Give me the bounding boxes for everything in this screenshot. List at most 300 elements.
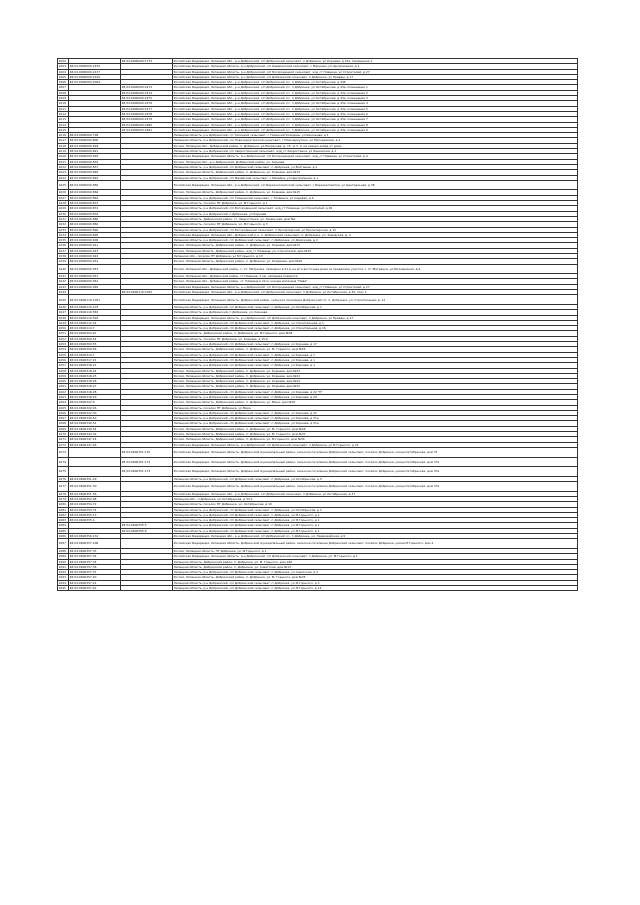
land-cadastral-number-cell: 48:04:0600347:26	[69, 442, 121, 447]
table-row	[58, 295, 578, 305]
row-number-cell: 1004	[58, 69, 69, 74]
address-cell: Липецкая область, р-н Добринский, с/п Добринский сельсовет, п Добринка, ул М.Горького, д 1	[173, 523, 578, 528]
address-cell: Россия, Липецкая область, Добринский район, п. Добринка, ул. Корнева, дом №22	[173, 384, 578, 389]
row-number-cell: 1073	[58, 447, 69, 457]
address-cell: Липецкая область, р-н Добринский, с/п Добринский сельсовет, п Добринка, ул Корнева, д 22 "П"	[173, 389, 578, 394]
address-cell: Липецкая обл., п Добринка, ул Октябрьская, д 33 а	[173, 496, 578, 501]
land-cadastral-number-cell: 48:04:0600357:33	[69, 548, 121, 553]
row-number-cell: 1010	[58, 101, 69, 106]
land-cadastral-number-cell: 48:04:0000000:2150	[69, 74, 121, 79]
address-cell: Липецкая область, р-н Добринский, с/п Добринский сельсовет, п Добринка, ул Октябрьская, д 1	[173, 304, 578, 309]
land-cadastral-number-cell: 48:04:0600110:583	[69, 310, 121, 315]
row-number-cell: 1095	[58, 585, 69, 590]
building-cadastral-number-cell: 48:04:0000000:2481	[121, 127, 173, 132]
row-number-cell: 1085	[58, 528, 69, 533]
land-cadastral-number-cell: 48:04:0600340:50	[69, 416, 121, 421]
row-number-cell: 1057	[58, 363, 69, 368]
row-number-cell: 1024	[58, 175, 69, 180]
row-number-cell: 1080	[58, 502, 69, 507]
land-cadastral-number-cell: 48:04:0600318:21	[69, 363, 121, 368]
row-number-cell: 1009	[58, 96, 69, 101]
row-number-cell: 1014	[58, 122, 69, 127]
land-cadastral-number-cell: 48:04:0600354:74	[69, 507, 121, 512]
row-number-cell: 1031	[58, 216, 69, 221]
row-number-cell: 1052	[58, 336, 69, 341]
land-cadastral-number-cell: 48:04:0600357:40	[69, 575, 121, 580]
address-cell: Россия, Липецкая область, Добринский район, п. Добринка, ул. Мира, дом №30	[173, 400, 578, 405]
table-row	[58, 180, 578, 190]
address-cell: Липецкая область, р-н Добринский, с/п Добринский сельсовет, п Добринка, ул Корнева, д 17	[173, 342, 578, 347]
land-cadastral-number-cell: 48:04:0000000:2364	[69, 80, 121, 85]
row-number-cell: 1091	[58, 564, 69, 569]
row-number-cell: 1090	[58, 559, 69, 564]
land-cadastral-number-cell: 48:04:0000000:1876	[69, 64, 121, 69]
address-cell: Россия, Липецкая обл., р-н Добринский, Добринский район, ул. Корнева	[173, 159, 578, 164]
row-number-cell: 1046	[58, 304, 69, 309]
address-cell: Россия, Липецкая область, Добринский район, п. Добринка, ул. Корнева, дом №15	[173, 190, 578, 195]
building-cadastral-number-cell: 48:04:0000000:2474	[121, 90, 173, 95]
land-cadastral-number-cell: 48:04:0600357:35	[69, 559, 121, 564]
land-cadastral-number-cell: 48:04:0000000:872	[69, 201, 121, 206]
land-cadastral-number-cell: 48:04:0600114:7	[69, 326, 121, 331]
address-cell: Липецкая область, р-н Добринский, с/п Добринский сельсовет, п Добринка, ул Октябрьская, д 5	[173, 476, 578, 481]
address-cell: Россия, Липецкая область, Добринский район, п. Добринка, ул. Корнева, дом №22	[173, 379, 578, 384]
land-cadastral-number-cell: 48:04:0600351:29	[69, 476, 121, 481]
land-cadastral-number-cell: 48:04:0600351:30	[69, 482, 121, 492]
row-number-cell: 1027	[58, 195, 69, 200]
land-cadastral-number-cell: 48:04:0600356:132	[69, 534, 121, 539]
row-number-cell: 1092	[58, 570, 69, 575]
building-cadastral-number-cell	[121, 295, 173, 305]
address-cell: Российская Федерация, Липецкая область, р-н Добринский, с/п Добринский сельсовет, п Добринка, ул Правды, д 17	[173, 74, 578, 79]
row-number-cell: 1074	[58, 457, 69, 467]
row-number-cell: 1028	[58, 201, 69, 206]
row-number-cell: 1042	[58, 279, 69, 284]
land-cadastral-number-cell: 48:04:0000000:890	[69, 227, 121, 232]
address-cell: Липецкая область, поселок ПТ Добринка, ул. М.Горького, д 1	[173, 201, 578, 206]
land-cadastral-number-cell: 48:04:0000000:818	[69, 143, 121, 148]
row-number-cell: 1003	[58, 64, 69, 69]
land-cadastral-number-cell: 48:04:0600357:41	[69, 580, 121, 585]
address-cell: Российская Федерация, Липецкая область, р-н Добринский, с/п Добринский сельсовет, п Добринка, ул. М.Горького, д 1	[173, 554, 578, 559]
land-cadastral-number-cell: 48:04:0600309:54	[69, 336, 121, 341]
address-cell: Липецкая область, р-н Добринский, п Добринка, ул Корнева	[173, 211, 578, 216]
land-cadastral-number-cell: 48:04:0000000:899	[69, 232, 121, 237]
address-cell: Российская Федерация, Липецкая обл., р-н Добринский, с/п Добринский сельсовет, п Добринка, ул Корнева, д 15а, помещение 1	[173, 59, 578, 64]
address-cell: Российская Федерация, Липецкая область, Добринский муниципальный район, сельское поселение Добринский сельсовет, поселок Добринка, улица М.Горького, дом 2	[173, 539, 578, 549]
row-number-cell: 1029	[58, 206, 69, 211]
row-number-cell: 1048	[58, 315, 69, 320]
land-cadastral-number-cell: 48:04:0600357:108	[69, 539, 121, 549]
address-cell: Российская Федерация, Липецкая обл., р-н Добринский, с/п Добринский сельсовет, п Добринка, ул Октябрьская, д 37	[173, 491, 578, 496]
row-number-cell: 1078	[58, 491, 69, 496]
land-cadastral-number-cell: 48:04:0600357:37	[69, 570, 121, 575]
address-cell: Россия, Липецкая обл., Добринский район, с. Ст. Матренка, примерно в 51 м на юго-восточнее дома за пределами участка, с. Ст.Матренка, ул.Молодежная, д.6	[173, 264, 578, 274]
row-number-cell: 1060	[58, 379, 69, 384]
land-cadastral-number-cell: 48:04:0000000:2137	[69, 69, 121, 74]
building-cadastral-number-cell: 48:04:0600351:173	[121, 467, 173, 477]
land-cadastral-number-cell: 48:04:0000000:821	[69, 149, 121, 154]
address-cell: Липецкая область, р-н Добринский, с/п Богородицкий сельсовет, п Пролетарский, ул Пролетарская, д 15	[173, 227, 578, 232]
land-cadastral-number-cell: 48:04:0600340:51	[69, 421, 121, 426]
row-number-cell: 1005	[58, 74, 69, 79]
row-number-cell: 1035	[58, 238, 69, 243]
row-number-cell: 1059	[58, 373, 69, 378]
land-cadastral-number-cell: 48:04:0600357:34	[69, 554, 121, 559]
land-cadastral-number-cell: 48:04:0000000:911	[69, 243, 121, 248]
table-row	[58, 457, 578, 467]
land-cadastral-number-cell: 48:04:0600355:4	[69, 518, 121, 523]
land-cadastral-number-cell: 48:04:0600340:54	[69, 426, 121, 431]
address-cell: Российская Федерация, Липецкая область, р-н Добринский, с/п Каверинский сельсовет, с Малинки, ул Центральная, д 1	[173, 64, 578, 69]
land-cadastral-number-cell: 48:04:0600304:67	[69, 331, 121, 336]
land-cadastral-number-cell: 48:04:0000000:864	[69, 195, 121, 200]
address-cell: Липецкая обл., поселок ПТ Добринка, ул М.Горького, д 13	[173, 253, 578, 258]
row-number-cell: 1021	[58, 159, 69, 164]
row-number-cell: 1016	[58, 133, 69, 138]
row-number-cell: 1088	[58, 548, 69, 553]
row-number-cell: 1017	[58, 138, 69, 143]
address-cell: Россия, Липецкая область, ПТ Добринка, ул. М.Горького, д 1	[173, 548, 578, 553]
address-cell: Липецкая область, поселок ПТ Добринка, ул Мира	[173, 405, 578, 410]
land-cadastral-number-cell: 48:04:0000000:882	[69, 222, 121, 227]
land-cadastral-number-cell	[69, 447, 121, 457]
row-number-cell: 1020	[58, 154, 69, 159]
row-number-cell: 1081	[58, 507, 69, 512]
register-table-body	[58, 59, 578, 591]
land-cadastral-number-cell: 48:04:0000000:906	[69, 238, 121, 243]
land-cadastral-number-cell: 48:04:0600322:9	[69, 400, 121, 405]
row-number-cell: 1079	[58, 496, 69, 501]
row-number-cell: 1053	[58, 342, 69, 347]
address-cell: Липецкая область, р-н Добринский, с/п Хворостянский сельсовет, ж/д_ст Хворостянка, ул Ленинская, д 1	[173, 149, 578, 154]
address-cell: Липецкая область, р-н Добринский, с/п Добринский сельсовет, п Добринка, ул Корнева, д 1	[173, 363, 578, 368]
address-cell: Липецкая область, р-н Добринский, с/п Добринский сельсовет, п Добринка, ул Строительная, д 1	[173, 320, 578, 325]
address-cell: Россия, Липецкая область, Добринский район, п. Добринка, ул. Корнева, дом №15	[173, 170, 578, 175]
address-cell: Российская Федерация, Липецкая область, р-н Добринский, с/п Добринский сельсовет, п Добринка, ул Правды, д 17	[173, 315, 578, 320]
row-number-cell: 1094	[58, 580, 69, 585]
land-cadastral-number-cell: 48:04:0000000:924	[69, 253, 121, 258]
land-cadastral-number-cell: 48:04:0600357:36	[69, 564, 121, 569]
address-cell: Россия, Липецкая обл., Добринский район, ст.Плавица, 3 км. западнее поворота	[173, 274, 578, 279]
land-cadastral-number-cell: 48:04:0600344:32	[69, 432, 121, 437]
land-cadastral-number-cell: 48:04:0600322:26	[69, 405, 121, 410]
land-cadastral-number-cell: 48:04:0600351:56	[69, 491, 121, 496]
address-cell: Российская Федерация, Липецкая область, Добринский муниципальный район, сельское поселение Добринский сельсовет, поселок Добринка, улица Октябрьская, дом 37а	[173, 457, 578, 467]
address-cell: Липецкая область, р-н Добринский, с/п Добринский сельсовет, п Добринка, ул Октябрьская, д 1	[173, 507, 578, 512]
address-cell: Липецкая область, р-н Добринский, с/п Добринский сельсовет, п Добринка, ул Корнева, д 1	[173, 352, 578, 357]
land-cadastral-number-cell: 48:04:0000000:913	[69, 248, 121, 253]
building-cadastral-number-cell	[121, 180, 173, 190]
row-number-cell: 1032	[58, 222, 69, 227]
address-cell: Российская Федерация, Липецкая область, Добринский район, сельское поселение Добринский с/с, п. Добринка, ул. Строительная, д. 12	[173, 295, 578, 305]
row-number-cell: 1066	[58, 410, 69, 415]
address-cell: Российская Федерация, Липецкая область, р-н Добринский, с/п Богородицкий сельсовет, ж/д_ст Плавица, ул Строителей, д 4	[173, 154, 578, 159]
address-cell: Липецкая область, р-н Добринский, с/с Талицкий сельсовет, с Талицкий Колодезь, ул Школьная, д 1	[173, 133, 578, 138]
building-cadastral-number-cell: 48:04:0000000:2475	[121, 96, 173, 101]
row-number-cell: 1044	[58, 290, 69, 295]
land-cadastral-number-cell: 48:04:0000000:860	[69, 190, 121, 195]
row-number-cell: 1033	[58, 227, 69, 232]
land-cadastral-number-cell	[69, 457, 121, 467]
address-cell: Липецкая область, р-н Добринский, с/п Богородицкий сельсовет, ж/д_ст Плавица, ул Строителей, д 26	[173, 206, 578, 211]
land-cadastral-number-cell: 48:04:0000000:856	[69, 180, 121, 190]
address-cell: Российская Федерация, Липецкая обл., р-н Добринский, с/п Добринский с/с, п Добринка, ул Октябрьская, д 43а, помещение 7	[173, 117, 578, 122]
row-number-cell: 1087	[58, 539, 69, 549]
address-cell: Липецкая область, р-н Добринский, с/п Новочеркутинский сельсовет, с Новочеркутино, ул Молодежная, д 4	[173, 138, 578, 143]
address-cell: Россия, Липецкая область, Добринский район, п. Добринка, ул. М. Горького, дом №35	[173, 575, 578, 580]
row-number-cell: 1089	[58, 554, 69, 559]
address-cell: Российская Федерация, Липецкая область, Добринский муниципальный район, сельское поселение Добринский сельсовет, поселок Добринка, улица Октябрьская, дом 37а	[173, 482, 578, 492]
building-cadastral-number-cell: 48:04:0000000:2480	[121, 122, 173, 127]
row-number-cell: 1011	[58, 106, 69, 111]
land-cadastral-number-cell	[69, 467, 121, 477]
address-cell: Липецкая область, Добринский район, п. Добринка, ул. М. Горького, дом 16б	[173, 559, 578, 564]
building-cadastral-number-cell: 48:04:0600110:1025	[121, 290, 173, 295]
address-cell: Российская Федерация, Липецкая область, Добринский муниципальный район, сельское поселение Добринский сельсовет, поселок Добринка, улица Октябрьская, дом 37а	[173, 467, 578, 477]
address-cell: Липецкая область, р-н Добринский, с/п Добринский сельсовет, п Добринка, ул М.Горького, д 1	[173, 512, 578, 517]
land-cadastral-number-cell: 48:04:0600318:25	[69, 373, 121, 378]
address-cell: Липецкая область, р-н Добринский, с/п Добринский сельсовет, п Добринка, ул Корнева, д 1	[173, 357, 578, 362]
address-cell: Липецкая область, р-н Добринский, с/п Добринский сельсовет, п Добринка, ул М.Горького, д 13	[173, 585, 578, 590]
row-number-cell: 1069	[58, 426, 69, 431]
land-cadastral-number-cell: 48:04:0600322:30	[69, 410, 121, 415]
row-number-cell: 1015	[58, 127, 69, 132]
address-cell: Липецкая область, поселок ПТ Добринка, ул. Октябрьская, д 1б	[173, 502, 578, 507]
address-cell: Липецкая область, Добринский район, ст. Хворостянка, ул. Ленинская, дом №1	[173, 216, 578, 221]
land-cadastral-number-cell: 48:04:0600309:55	[69, 342, 121, 347]
address-cell: Россия, Липецкая область, Добринский район, п. Добринка, ул. М.Горького, дом №34	[173, 437, 578, 442]
land-cadastral-number-cell: 48:04:0600318:27	[69, 384, 121, 389]
row-number-cell: 1019	[58, 149, 69, 154]
land-cadastral-number-cell: 48:04:0600354:72	[69, 502, 121, 507]
address-cell: Липецкая область, поселок ПТ Добринка, ул. М.Горького, д 3	[173, 222, 578, 227]
address-cell: Российская Федерация, Липецкая область, Добринский муниципальный район, сельское поселение Добринский сельсовет, поселок Добринка, улица Октябрьская, дом 37	[173, 447, 578, 457]
address-cell: Российская Федерация, Липецкая обл., р-н Добринский, с/п Добринский с/с, п Добринка, ул Октябрьская, д 43а, помещение 2	[173, 90, 578, 95]
land-cadastral-number-cell: 48:04:0000000:874	[69, 206, 121, 211]
land-cadastral-number-cell: 48:04:0000000:798	[69, 133, 121, 138]
row-number-cell: 1064	[58, 400, 69, 405]
row-number-cell: 1072	[58, 442, 69, 447]
address-cell: Липецкая область, р-н Добринский, с/п Добринский сельсовет, п Добринка, ул Корнева, д 29	[173, 395, 578, 400]
land-cadastral-number-cell: 48:04:0600318:24	[69, 368, 121, 373]
land-cadastral-number-cell: 48:04:0000000:800	[69, 138, 121, 143]
building-cadastral-number-cell	[121, 482, 173, 492]
address-cell: Липецкая область, р-н Добринский, с/п Мазейский сельсовет, с Мазейка, ул Центральная, д 1	[173, 175, 578, 180]
land-cadastral-number-cell: 48:04:0000000:837	[69, 164, 121, 169]
row-number-cell: 1075	[58, 467, 69, 477]
address-cell: Российская Федерация, Липецкая обл., р-н Добринский, с/п Добринский с/с, п Добринка, ул. Первомайская, д 5	[173, 534, 578, 539]
address-cell: Российская Федерация, Липецкая обл., р-н Добринский, с/п Добринский с/с, п Добринка, ул Октябрьская, д 43а, помещение 5	[173, 106, 578, 111]
address-cell: Российская Федерация, Липецкая обл., р-н Добринский, с/п Добринский с/с, п Добринка, ул Октябрьская, д 43а, помещение 6	[173, 111, 578, 116]
land-cadastral-number-cell: 48:04:0600318:29	[69, 395, 121, 400]
building-cadastral-number-cell: 48:04:0600351:170	[121, 447, 173, 457]
row-number-cell: 1039	[58, 259, 69, 264]
row-number-cell: 1041	[58, 274, 69, 279]
address-cell: Липецкая область, р-н Добринский, с/п Добринский сельсовет, п Добринка, ул М.Горького, д 1	[173, 528, 578, 533]
row-number-cell: 1047	[58, 310, 69, 315]
land-cadastral-number-cell: 48:04:0600110:103	[69, 304, 121, 309]
row-number-cell: 1058	[58, 368, 69, 373]
row-number-cell: 1045	[58, 295, 69, 305]
address-cell: Липецкая область, Добринский район, п. Добринка, ул. М.Горького, дом №34	[173, 331, 578, 336]
land-cadastral-number-cell: 48:04:0600309:56	[69, 347, 121, 352]
land-cadastral-number-cell: 48:04:0000000:846	[69, 170, 121, 175]
table-row	[58, 585, 578, 590]
land-cadastral-number-cell: 48:04:0000000:832	[69, 159, 121, 164]
address-cell: Россия, Липецкая область, Добринский район, п. Добринка, ул. М. Горького, дом №37	[173, 432, 578, 437]
address-cell: Липецкая область, р-н Добринский, с/п Добринский сельсовет, п Добринка, ул Советская, д 4	[173, 570, 578, 575]
address-cell: Российская Федерация, Липецкая обл., р-н Добринский, с/п Добринский с/с, п Добринка, ул Октябрьская, д 43а, помещение 3	[173, 96, 578, 101]
address-cell: Российская Федерация, Липецкая область, р-н Добринский, с/п Добринский сельсовет, п Добринка, ул М Горького, д 21	[173, 442, 578, 447]
address-cell: Липецкая область, р-н Добринский, с/п Добринский сельсовет, п Добринка, ул Дорожная, д 2	[173, 238, 578, 243]
building-cadastral-number-cell	[121, 264, 173, 274]
address-cell: Российская Федерация, Липецкая обл., р-н Добринский, с/п Добринский с/с, п Добринка, ул Октябрьская, д 43б	[173, 80, 578, 85]
address-cell: Российская Федерация, Липецкая обл., р-н Добринский, с/п Добринский с/с, п Добринка, ул Октябрьская, д 43а, помещение 8	[173, 122, 578, 127]
land-cadastral-number-cell: 48:04:0000000:849	[69, 175, 121, 180]
address-cell: Российская Федерация, Липецкая обл., р-н Добринский, с/п Березнеговатский сельсовет, с Березнеговатка, ул Центральная, д 38	[173, 180, 578, 190]
land-cadastral-number-cell: 48:04:0600110:1051	[69, 295, 121, 305]
row-number-cell: 1018	[58, 143, 69, 148]
address-cell: Липецкая область, р-н Добринский, с/п Добринский сельсовет, п Добринка, ул М.Горького, д 3	[173, 580, 578, 585]
building-cadastral-number-cell	[121, 585, 173, 590]
address-cell: Россия, Липецкая обл., Добринский район, ст. Плавица в 22 м. южнее магазина "Нива"	[173, 279, 578, 284]
address-cell: Россия, Липецкая область, Добринский район, п. Добринка, ул. Комарова, дом №1б	[173, 259, 578, 264]
row-number-cell: 1008	[58, 90, 69, 95]
row-number-cell: 1006	[58, 80, 69, 85]
address-cell: Россия, Липецкая область, Добринский район, п. Добринка, ул. Корнева, дом №15	[173, 243, 578, 248]
row-number-cell: 1062	[58, 389, 69, 394]
row-number-cell: 1077	[58, 482, 69, 492]
address-cell: Российская Федерация, Липецкая обл., Добринский р-н, п. Добринский сельсовет, п. Добринка, ул. Заводская, д. 4	[173, 232, 578, 237]
land-cadastral-number-cell: 48:04:0600310:7	[69, 352, 121, 357]
table-row	[58, 467, 578, 477]
address-cell: Россия, Липецкая область, Добринский район, ж/д_ст Плавица, ул. Строителей, дом №25	[173, 248, 578, 253]
row-number-cell: 1025	[58, 180, 69, 190]
address-cell: Российская Федерация, Липецкая обл., р-н Добринский, с/п Добринский с/с, п Добринка, ул Октябрьская, д 43а, помещение 1	[173, 85, 578, 90]
address-cell: Липецкая область, р-н Добринский, с/п Добринский сельсовет, п Добринка, ул Корнева, д 21а	[173, 421, 578, 426]
row-number-cell: 1007	[58, 85, 69, 90]
land-cadastral-number-cell: 48:04:0000000:965	[69, 284, 121, 289]
row-number-cell: 1050	[58, 326, 69, 331]
row-number-cell: 1067	[58, 416, 69, 421]
land-cadastral-number-cell: 48:04:0600352:98	[69, 496, 121, 501]
land-cadastral-number-cell: 48:04:0600318:28	[69, 389, 121, 394]
address-cell: Липецкая область, р-н Добринский, с/п Добринский сельсовет, п Добринка, ул Строительная, д 16	[173, 326, 578, 331]
row-number-cell: 1013	[58, 117, 69, 122]
row-number-cell: 1093	[58, 575, 69, 580]
row-number-cell: 1071	[58, 437, 69, 442]
row-number-cell: 1070	[58, 432, 69, 437]
row-number-cell: 1082	[58, 512, 69, 517]
register-sheet	[57, 58, 577, 591]
row-number-cell: 1061	[58, 384, 69, 389]
land-cadastral-number-cell: 48:04:0600110:592	[69, 315, 121, 320]
row-number-cell: 1065	[58, 405, 69, 410]
row-number-cell: 1043	[58, 284, 69, 289]
row-number-cell: 1022	[58, 164, 69, 169]
address-cell: Липецкая область, р-н Добринский, п Добринка, ул. Корнева	[173, 310, 578, 315]
row-number-cell: 1034	[58, 232, 69, 237]
row-number-cell: 1076	[58, 476, 69, 481]
row-number-cell: 1049	[58, 320, 69, 325]
address-cell: Липецкая область, р-н Добринский, с/п Добринский сельсовет, п Добринка, ул Волгашев, д 1	[173, 164, 578, 169]
building-cadastral-number-cell: 48:04:0000000:2479	[121, 117, 173, 122]
building-cadastral-number-cell: 48:04:0600355:6	[121, 528, 173, 533]
row-number-cell: 1063	[58, 395, 69, 400]
row-number-cell: 1055	[58, 352, 69, 357]
row-number-cell: 1038	[58, 253, 69, 258]
table-row	[58, 539, 578, 549]
row-number-cell: 1023	[58, 170, 69, 175]
table-row	[58, 447, 578, 457]
row-number-cell: 1068	[58, 421, 69, 426]
address-cell: Липецкая область, р-н Добринский, с/п Добринский сельсовет, п Добринка, ул Корнева, д 21а	[173, 416, 578, 421]
row-number-cell: 1054	[58, 347, 69, 352]
land-cadastral-number-cell: 48:04:0600357:42	[69, 585, 121, 590]
address-cell: Липецкая область, р-н Добринский, с/п Добринский сельсовет, п Добринка, ул Корнева, д 22	[173, 410, 578, 415]
address-cell: Липецкая область, р-н Добринский, с/п Добринский сельсовет, п Добринка, ул М.Горького, д 1	[173, 518, 578, 523]
land-cadastral-number-cell: 48:04:0000000:931	[69, 259, 121, 264]
address-cell: Российская Федерация, Липецкая обл., р-н Добринский, с/п Добринский с/с, п Добринка, ул Октябрьская, д 43а, помещение 4	[173, 101, 578, 106]
row-number-cell: 1030	[58, 211, 69, 216]
row-number-cell: 1056	[58, 357, 69, 362]
building-cadastral-number-cell: 48:04:0000000:2476	[121, 101, 173, 106]
address-cell: Липецкая область, р-н Добринский, с/п Тихвинский сельсовет, с Тихвинка, ул Садовая, д 6	[173, 195, 578, 200]
row-number-cell: 1051	[58, 331, 69, 336]
row-number-cell: 1040	[58, 264, 69, 274]
row-number-cell: 1036	[58, 243, 69, 248]
building-cadastral-number-cell: 48:04:0000000:2472	[121, 85, 173, 90]
row-number-cell: 1002	[58, 59, 69, 64]
land-cadastral-number-cell: 48:04:0000000:961	[69, 279, 121, 284]
land-cadastral-number-cell: 48:04:0600347:24	[69, 437, 121, 442]
land-cadastral-number-cell: 48:04:0600112:14	[69, 320, 121, 325]
building-cadastral-number-cell: 48:04:0000000:2477	[121, 106, 173, 111]
land-cadastral-number-cell: 48:04:0600317:21	[69, 357, 121, 362]
address-cell: Россия, Липецкая обл., Добринский район, п. Добринка, ул.Некрасова, д. 15, ж.п. 4, на северо-запад от дома	[173, 143, 578, 148]
row-number-cell: 1026	[58, 190, 69, 195]
building-cadastral-number-cell: 48:04:0000000:2478	[121, 111, 173, 116]
building-cadastral-number-cell	[121, 539, 173, 549]
land-cadastral-number-cell: 48:04:0000000:880	[69, 216, 121, 221]
address-cell: Российская Федерация, Липецкая обл., р-н Добринский, с/п Добринский сельсовет, п Добринка, ул Октябрьская, д 39, пом. 1	[173, 290, 578, 295]
land-cadastral-number-cell: 48:04:0000000:953	[69, 264, 121, 274]
address-cell: Российская Федерация, Липецкая область, р-н Добринский, с/п Богородицкий сельсовет, ж/д_ст Плавица, ул Строителей, д 27	[173, 284, 578, 289]
row-number-cell: 1012	[58, 111, 69, 116]
address-cell: Российская Федерация, Липецкая область, р-н Добринский, с/п Богородицкий сельсовет, ж/д_ст Плавица, ул Строителей, д 27	[173, 69, 578, 74]
row-number-cell: 1084	[58, 523, 69, 528]
row-number-cell: 1037	[58, 248, 69, 253]
row-number-cell: 1083	[58, 518, 69, 523]
building-cadastral-number-cell: 48:04:0600351:172	[121, 457, 173, 467]
address-cell: Липецкая область, поселок ПТ Добринка, ул. Корнева, д 15-б	[173, 336, 578, 341]
land-cadastral-number-cell: 48:04:0000000:957	[69, 274, 121, 279]
table-row	[58, 264, 578, 274]
building-cadastral-number-cell: 48:04:0600355:5	[121, 523, 173, 528]
address-cell: Россия, Липецкая область, Добринский район, п. Добринка, ул. М. Горького, дом №48	[173, 426, 578, 431]
land-cadastral-number-cell: 48:04:0600318:26	[69, 379, 121, 384]
address-cell: Россия, Липецкая область, Добринский район, п. Добринка, ул. Корнева, дом №22	[173, 373, 578, 378]
building-cadastral-number-cell: 48:04:0000000:1772	[121, 59, 173, 64]
table-row	[58, 482, 578, 492]
register-table	[57, 58, 578, 591]
address-cell: Российская Федерация, Липецкая обл., р-н Добринский, с/п Добринский с/с, п Добринка, ул Октябрьская, д 43а, помещение 9	[173, 127, 578, 132]
row-number-cell: 1086	[58, 534, 69, 539]
land-cadastral-number-cell: 48:04:0600355:13	[69, 512, 121, 517]
address-cell: Россия, Липецкая область, Добринский район, п. Добринка, ул. Корнева, дом №22	[173, 368, 578, 373]
address-cell: Россия, Липецкая область, Добринский район, п. Добринка, ул. М. Горького, дом №55	[173, 347, 578, 352]
